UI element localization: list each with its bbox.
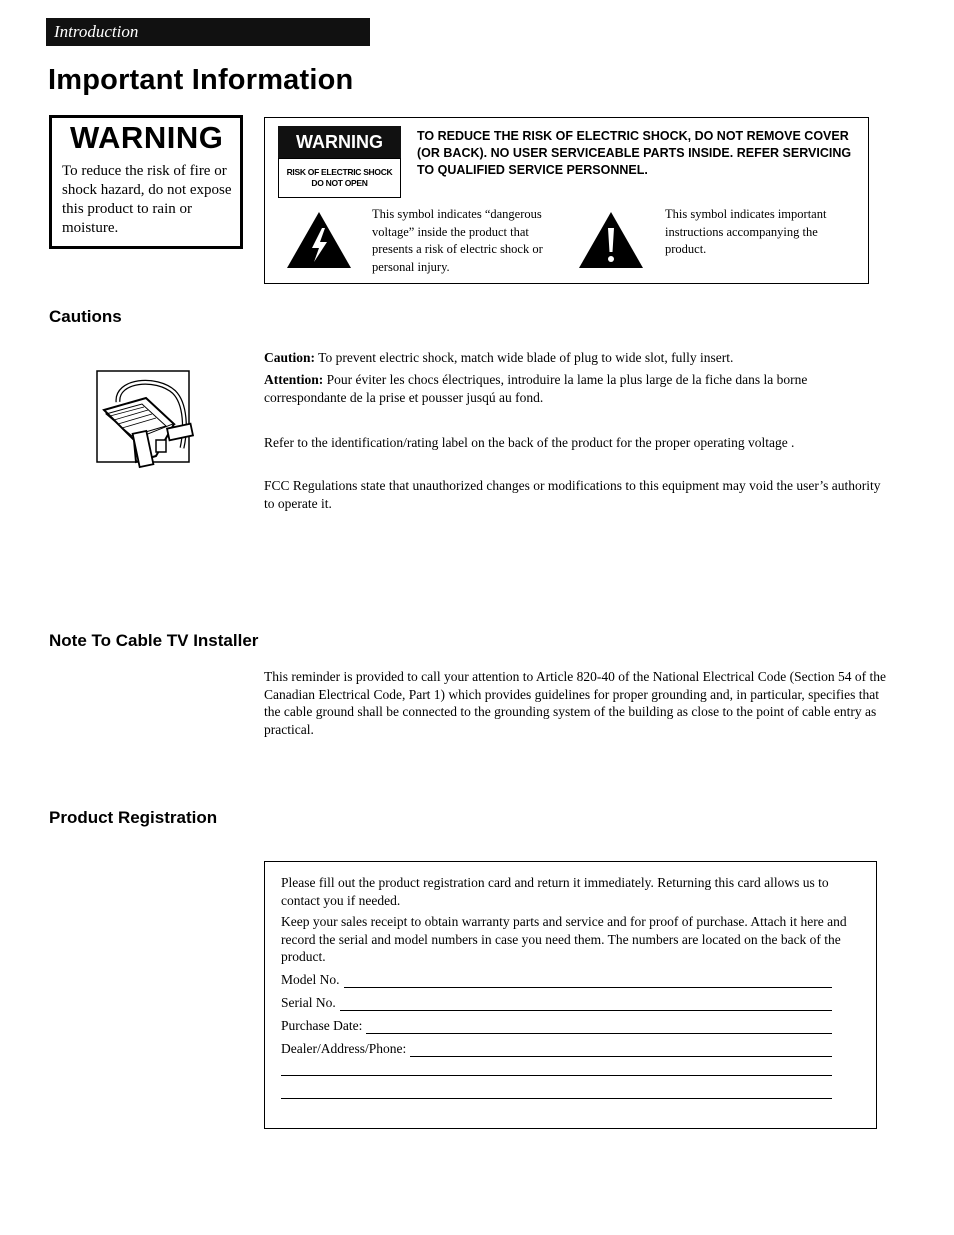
serial-number-field — [281, 993, 832, 1011]
shock-warning-label: WARNING — [278, 126, 401, 158]
attention-text: Pour éviter les chocs électriques, introduire la lame la plus large de la fiche dans la borne correspondante de la prise et pousser jusqú au fond. — [264, 372, 808, 405]
serial-number-line — [340, 996, 832, 1011]
dealer-label: Dealer/Address/Phone: — [281, 1041, 407, 1056]
cable-installer-heading: Note To Cable TV Installer — [49, 631, 259, 650]
cautions-heading: Cautions — [49, 307, 122, 326]
receipt-instructions: Keep your sales receipt to obtain warranty parts and service and for proof of purchase. Attach it here and record the serial and model numbers in case you need them. The numbers are located on the back of the product. — [281, 914, 847, 964]
exclamation-symbol-description: This symbol indicates important instructions accompanying the product. — [665, 207, 827, 256]
shock-warning-box — [264, 117, 869, 284]
section-tab: Introduction — [46, 18, 370, 46]
fire-warning-text: To reduce the risk of fire or shock hazard, do not expose this product to rain or moisture. — [62, 163, 232, 236]
voltage-note: Refer to the identification/rating label on the back of the product for the proper operating voltage . — [264, 435, 795, 450]
caution-label: Caution: — [264, 350, 316, 365]
blank-line — [281, 1098, 832, 1099]
serial-number-label: Serial No. — [281, 995, 336, 1010]
fcc-note: FCC Regulations state that unauthorized changes or modifications to this equipment may void the user’s authority to operate it. — [264, 478, 881, 511]
registration-box — [264, 861, 877, 1129]
model-number-label: Model No. — [281, 972, 340, 987]
caution-english — [264, 349, 889, 367]
model-number-line — [344, 973, 833, 988]
shock-warning-statement: TO REDUCE THE RISK OF ELECTRIC SHOCK, DO NOT REMOVE COVER (OR BACK). NO USER SERVICEABLE PARTS INSIDE. REFER SERVICING TO QUALIFIED SERVICE PERSONNEL. — [417, 129, 852, 177]
caution-french — [264, 371, 889, 406]
purchase-date-line — [366, 1019, 832, 1034]
fire-warning-box — [49, 115, 243, 249]
exclamation-warning-icon — [577, 210, 645, 270]
dealer-line — [410, 1042, 832, 1057]
attention-label: Attention: — [264, 372, 324, 387]
shock-warning-sublabel — [278, 158, 401, 198]
lightning-symbol-description: This symbol indicates “dangerous voltage” inside the product that presents a risk of electric shock or personal injury. — [372, 207, 543, 274]
product-registration-heading: Product Registration — [49, 808, 218, 827]
lightning-warning-icon — [285, 210, 353, 270]
model-number-field — [281, 970, 832, 988]
dealer-field — [281, 1039, 832, 1057]
purchase-date-label: Purchase Date: — [281, 1018, 363, 1033]
cable-installer-text: This reminder is provided to call your attention to Article 820-40 of the National Electrical Code (Section 54 of the Canadian Electrical Code, Part 1) which provides guidelines for proper grounding and, in particular, specifies that the cable ground shall be connected to the grounding system of the building as close to the point of cable entry as practical. — [264, 669, 886, 737]
polarized-plug-icon — [96, 370, 202, 476]
sublabel-line-2: DO NOT OPEN — [311, 178, 368, 188]
caution-text: To prevent electric shock, match wide blade of plug to wide slot, fully insert. — [315, 350, 734, 365]
sublabel-line-1: RISK OF ELECTRIC SHOCK — [286, 167, 393, 177]
fire-warning-title: WARNING — [70, 120, 224, 155]
registration-instructions: Please fill out the product registration card and return it immediately. Returning this card allows us to contact you if needed. — [281, 875, 829, 908]
page-title: Important Information — [48, 64, 354, 96]
blank-line — [281, 1075, 832, 1076]
purchase-date-field — [281, 1016, 832, 1034]
